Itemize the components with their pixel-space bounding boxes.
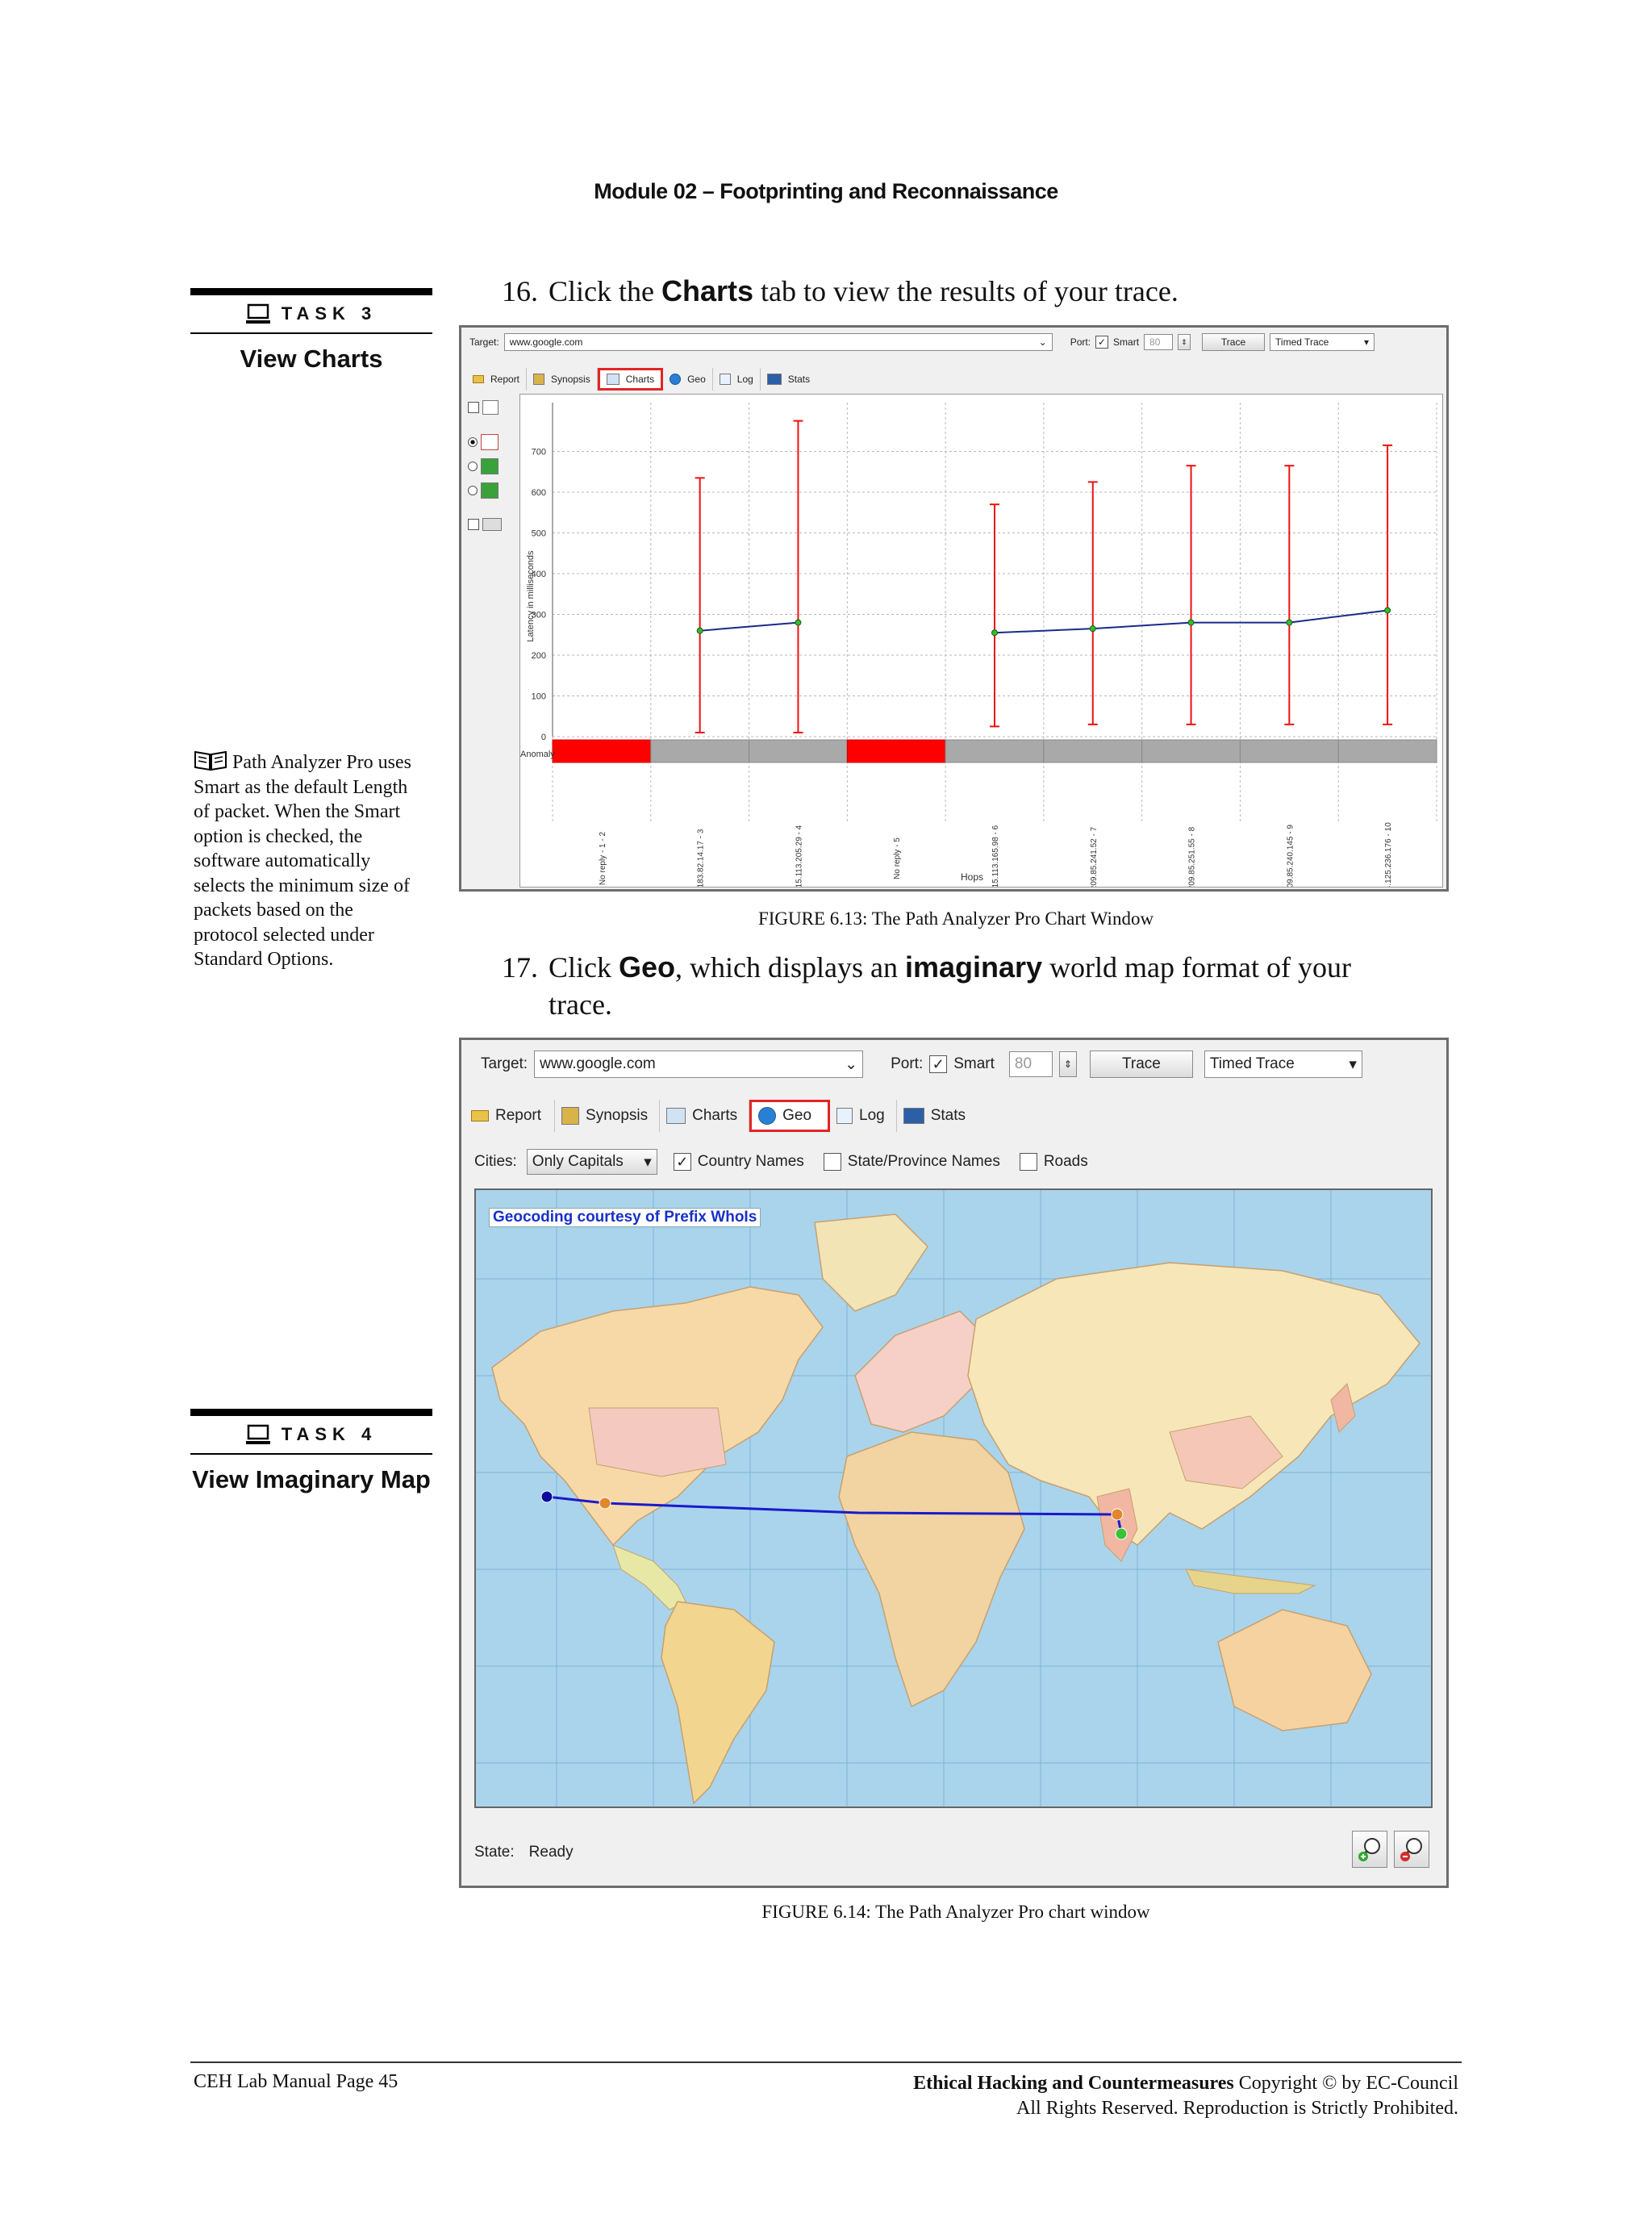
series-line <box>1093 623 1191 629</box>
step-bold: Charts <box>661 274 754 307</box>
tab-label: Synopsis <box>551 374 590 385</box>
world-map-graphic <box>476 1190 1431 1807</box>
state-names-label: State/Province Names <box>847 1153 1000 1170</box>
trace-button[interactable] <box>1202 333 1265 351</box>
target-value: www.google.com <box>540 1055 656 1072</box>
step-continuation: trace. <box>549 988 612 1021</box>
trace-label: Trace <box>1121 1055 1161 1072</box>
anomaly-cell <box>1142 740 1241 762</box>
geo-options-bar <box>474 1148 1088 1176</box>
series-line <box>700 623 799 631</box>
x-tick-label: 209.85.251.55 - 8 <box>1187 826 1197 887</box>
tab-stats[interactable] <box>761 368 816 391</box>
side-note-text: Path Analyzer Pro uses Smart as the default Length of packet. When the Smart option is checked, the software automatically selects the minimum size of packets based on the protocol selected under Standard Options. <box>194 752 411 970</box>
log-icon <box>836 1108 853 1124</box>
target-label: Target: <box>469 336 499 348</box>
figure-caption: FIGURE 6.14: The Path Analyzer Pro chart window <box>761 1902 1150 1922</box>
task-divider <box>190 288 432 295</box>
smart-checkbox[interactable]: ✓ <box>929 1055 947 1073</box>
globe-icon <box>670 374 681 385</box>
anomaly-cell <box>1044 740 1142 762</box>
legend-icon <box>482 400 499 415</box>
task-3-block <box>190 288 432 376</box>
module-title: Module 02 – Footprinting and Reconnaissance <box>594 179 1058 203</box>
data-point <box>1287 620 1292 625</box>
tab-label: Report <box>490 374 520 385</box>
roads-checkbox[interactable] <box>1020 1153 1037 1171</box>
dropdown-arrow-icon: ▾ <box>1349 1055 1357 1073</box>
log-icon <box>720 374 731 385</box>
line-chart-icon <box>481 434 499 450</box>
chart-icon <box>607 374 620 385</box>
task-header <box>190 1416 432 1453</box>
tab-geo[interactable] <box>749 1100 830 1132</box>
legend-checkbox[interactable] <box>468 402 479 413</box>
port-label: Port: <box>891 1055 924 1072</box>
data-point <box>1385 608 1391 613</box>
step-text-mid: , which displays an <box>675 951 905 984</box>
world-map[interactable] <box>474 1188 1433 1808</box>
y-tick-label: 600 <box>531 488 546 498</box>
stats-icon <box>767 374 782 385</box>
zoom-out-button[interactable] <box>1394 1831 1429 1868</box>
tab-label: Log <box>859 1107 885 1124</box>
status-bar <box>474 1840 574 1865</box>
tab-charts[interactable] <box>660 1100 749 1132</box>
footer-rights: All Rights Reserved. Reproduction is Strictly Prohibited. <box>1016 2098 1458 2119</box>
x-tick-label: 209.85.241.52 - 7 <box>1089 826 1099 887</box>
data-point <box>1188 620 1194 625</box>
tab-label: Charts <box>625 374 655 385</box>
zoom-out-icon <box>1398 1836 1425 1863</box>
chevron-down-icon: ⌄ <box>1038 336 1047 348</box>
footer-page: CEH Lab Manual Page 45 <box>194 2071 398 2092</box>
line-chart-radio[interactable] <box>468 437 478 447</box>
chart-type-tools <box>468 400 502 531</box>
stats-icon <box>903 1108 924 1124</box>
anomaly-cell <box>945 740 1044 762</box>
x-tick-label: 74.125.236.176 - 10 <box>1384 822 1394 887</box>
y-tick-label: 500 <box>531 528 546 539</box>
x-tick-label: 115.113.165.98 - 6 <box>991 825 1000 887</box>
tab-label: Stats <box>787 374 811 385</box>
tab-label: Geo <box>687 374 706 385</box>
zoom-in-button[interactable] <box>1352 1831 1387 1868</box>
book-icon <box>194 749 227 771</box>
mode-select[interactable] <box>1270 333 1375 351</box>
tab-stats[interactable] <box>897 1100 977 1132</box>
tab-charts[interactable] <box>598 368 663 391</box>
cities-select[interactable] <box>527 1149 657 1175</box>
tab-label: Log <box>736 374 753 385</box>
anomaly-cell <box>651 740 749 762</box>
tab-report[interactable] <box>466 368 527 391</box>
charts-window <box>459 325 1449 892</box>
anomaly-label: Anomaly <box>520 750 555 759</box>
target-toolbar <box>469 332 1375 352</box>
y-axis-label: Latency in milliseconds <box>526 550 536 642</box>
y-tick-label: 200 <box>531 651 546 661</box>
report-icon <box>471 1110 489 1122</box>
target-input[interactable] <box>534 1051 863 1078</box>
target-toolbar <box>481 1050 1362 1079</box>
x-axis-label: Hops <box>960 871 984 883</box>
tab-label: Geo <box>782 1107 812 1124</box>
step-17 <box>502 949 1413 1023</box>
tab-bar <box>466 1100 977 1132</box>
computer-icon <box>246 1424 270 1445</box>
trace-button[interactable] <box>1090 1051 1193 1078</box>
x-tick-label: 183.82.14.17 - 3 <box>696 829 706 887</box>
tab-label: Stats <box>930 1107 966 1124</box>
mode-select[interactable] <box>1204 1051 1362 1078</box>
x-tick-label: 115.113.205.29 - 4 <box>795 825 804 887</box>
anomaly-cell <box>749 740 848 762</box>
y-tick-label: 700 <box>531 447 546 457</box>
smart-checkbox[interactable]: ✓ <box>1095 336 1108 349</box>
y-tick-label: 300 <box>531 610 546 620</box>
target-value: www.google.com <box>509 336 583 348</box>
chevron-down-icon: ⌄ <box>845 1055 858 1073</box>
data-point <box>697 628 703 633</box>
x-tick-label: No reply - 5 <box>893 837 903 879</box>
mode-value: Timed Trace <box>1209 1055 1295 1072</box>
task-header <box>190 295 432 332</box>
tab-geo[interactable] <box>663 368 713 391</box>
task-title: View Imaginary Map <box>192 1465 431 1493</box>
tab-label: Charts <box>692 1107 738 1124</box>
footer-divider <box>190 2061 1462 2063</box>
task-label: TASK 4 <box>281 1424 378 1444</box>
chart-icon <box>666 1108 686 1124</box>
computer-icon <box>246 303 270 324</box>
step-text-pre: Click <box>549 951 619 984</box>
anomaly-cell <box>553 740 651 762</box>
state-names-checkbox[interactable] <box>824 1153 841 1171</box>
tab-label: Synopsis <box>586 1107 649 1124</box>
y-tick-label: 100 <box>531 691 546 702</box>
port-value: 80 <box>1149 336 1161 348</box>
mode-value: Timed Trace <box>1275 336 1329 348</box>
route-start-node[interactable] <box>541 1491 553 1502</box>
task-label: TASK 3 <box>281 303 378 324</box>
bar-chart-radio[interactable] <box>468 486 478 495</box>
task-4-block <box>190 1409 432 1497</box>
geo-window <box>459 1038 1449 1888</box>
footer-copyright-text: Copyright © by EC-Council <box>1233 2073 1458 2094</box>
step-bold-geo: Geo <box>619 950 676 984</box>
route-hop-node[interactable] <box>1112 1509 1123 1520</box>
dropdown-arrow-icon: ▾ <box>644 1153 652 1171</box>
zoom-in-icon <box>1356 1836 1383 1863</box>
cities-label: Cities: <box>474 1153 517 1170</box>
smart-label: Smart <box>953 1055 995 1072</box>
tab-log[interactable] <box>713 368 761 391</box>
tab-bar <box>466 368 816 391</box>
step-text-post: tab to view the results of your trace. <box>753 275 1179 307</box>
country-names-checkbox[interactable]: ✓ <box>674 1153 691 1171</box>
area-chart-icon <box>481 458 499 474</box>
y-tick-label: 400 <box>531 570 546 579</box>
task-divider <box>190 1409 432 1416</box>
step-text-post: world map format of your <box>1042 951 1351 984</box>
x-tick-label: No reply - 1 - 2 <box>598 831 607 886</box>
target-label: Target: <box>481 1055 528 1072</box>
port-spinner[interactable]: ⇕ <box>1059 1051 1077 1077</box>
report-icon <box>473 375 484 383</box>
tab-synopsis[interactable] <box>527 368 598 391</box>
task-underline <box>190 332 432 334</box>
step-16 <box>502 273 1413 310</box>
roads-label: Roads <box>1043 1153 1088 1170</box>
synopsis-icon <box>561 1107 579 1125</box>
tab-synopsis[interactable] <box>555 1100 660 1132</box>
task-underline <box>190 1453 432 1455</box>
zoom-checkbox[interactable] <box>468 519 479 530</box>
dropdown-arrow-icon: ▾ <box>1364 336 1370 348</box>
usa <box>589 1408 726 1477</box>
port-input[interactable] <box>1009 1051 1053 1077</box>
country-names-label: Country Names <box>697 1153 804 1170</box>
tab-report[interactable] <box>466 1100 555 1132</box>
state-label: State: <box>474 1844 515 1861</box>
anomaly-cell <box>1338 740 1437 762</box>
figure-caption: FIGURE 6.13: The Path Analyzer Pro Chart Window <box>757 909 1154 929</box>
y-tick-label: 0 <box>540 733 546 742</box>
anomaly-cell <box>847 740 945 762</box>
step-text-pre: Click the <box>549 275 661 307</box>
data-point <box>992 630 998 636</box>
target-input[interactable] <box>504 333 1053 351</box>
step-number: 17. <box>502 951 538 984</box>
side-note <box>194 749 415 972</box>
step-bold-imaginary: imaginary <box>904 950 1043 984</box>
route-hop-node[interactable] <box>599 1497 611 1509</box>
smart-label: Smart <box>1113 336 1140 348</box>
port-label: Port: <box>1070 336 1091 348</box>
synopsis-icon <box>533 374 544 385</box>
route-end-node[interactable] <box>1116 1528 1127 1539</box>
footer-course-title: Ethical Hacking and Countermeasures <box>913 2073 1234 2094</box>
port-input[interactable] <box>1144 334 1173 350</box>
task-title: View Charts <box>240 345 383 373</box>
area-chart-radio[interactable] <box>468 462 478 471</box>
tab-log[interactable] <box>830 1100 897 1132</box>
port-value: 80 <box>1014 1055 1032 1072</box>
state-value: Ready <box>528 1844 574 1861</box>
latency-chart <box>520 395 1442 887</box>
port-spinner[interactable]: ⇕ <box>1178 334 1191 350</box>
step-number: 16. <box>502 275 538 307</box>
globe-icon <box>758 1107 776 1125</box>
zoom-icon <box>482 518 502 531</box>
x-tick-label: 209.85.240.145 - 9 <box>1286 825 1295 887</box>
tab-label: Report <box>495 1107 542 1124</box>
anomaly-cell <box>1240 740 1338 762</box>
data-point <box>1090 626 1095 632</box>
geocoding-courtesy-link[interactable]: Geocoding courtesy of Prefix WhoIs <box>489 1208 761 1227</box>
data-point <box>795 620 801 625</box>
chart-plot-area <box>519 394 1443 888</box>
footer-copyright <box>913 2071 1458 2121</box>
trace-label: Trace <box>1220 336 1246 348</box>
cities-value: Only Capitals <box>532 1153 624 1170</box>
bar-chart-icon <box>481 482 499 499</box>
